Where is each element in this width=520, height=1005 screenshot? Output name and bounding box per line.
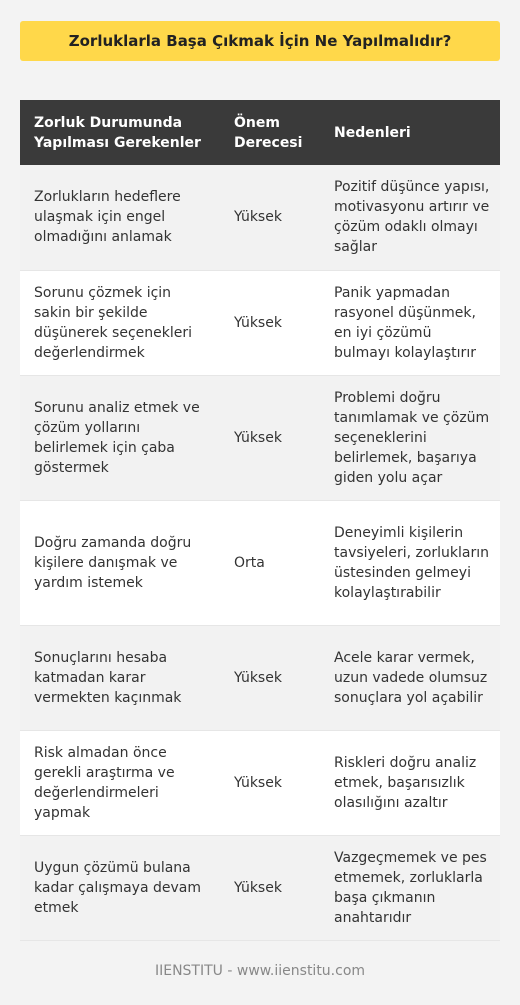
cell-action: Doğru zamanda doğru kişilere danışmak ve yardım istemek [20, 500, 220, 625]
cell-reason: Vazgeçmemek ve pes etmemek, zorluklarla başa çıkmanın anahtarıdır [320, 835, 500, 940]
cell-importance: Yüksek [220, 375, 320, 500]
cell-reason: Riskleri doğru analiz etmek, başarısızlık olasılığını azaltır [320, 730, 500, 835]
table-row [20, 500, 500, 625]
header-reasons: Nedenleri [320, 100, 500, 165]
cell-importance: Orta [220, 500, 320, 625]
cell-importance: Yüksek [220, 730, 320, 835]
page-title: Zorluklarla Başa Çıkmak İçin Ne Yapılmalıdır? [20, 21, 500, 61]
info-table [20, 100, 500, 941]
cell-importance: Yüksek [220, 625, 320, 730]
info-table-container [20, 100, 500, 941]
header-importance: Önem Derecesi [220, 100, 320, 165]
cell-importance: Yüksek [220, 165, 320, 270]
cell-importance: Yüksek [220, 835, 320, 940]
table-row [20, 625, 500, 730]
cell-reason: Problemi doğru tanımlamak ve çözüm seçeneklerini belirlemek, başarıya giden yolu açar [320, 375, 500, 500]
cell-reason: Acele karar vermek, uzun vadede olumsuz sonuçlara yol açabilir [320, 625, 500, 730]
cell-action: Zorlukların hedeflere ulaşmak için engel olmadığını anlamak [20, 165, 220, 270]
cell-action: Sonuçlarını hesaba katmadan karar vermekten kaçınmak [20, 625, 220, 730]
cell-action: Risk almadan önce gerekli araştırma ve değerlendirmeleri yapmak [20, 730, 220, 835]
cell-action: Sorunu analiz etmek ve çözüm yollarını belirlemek için çaba göstermek [20, 375, 220, 500]
table-row [20, 270, 500, 375]
table-row [20, 730, 500, 835]
cell-action: Uygun çözümü bulana kadar çalışmaya devam etmek [20, 835, 220, 940]
table-row [20, 835, 500, 940]
footer-source: IIENSTITU - www.iienstitu.com [154, 963, 366, 979]
cell-importance: Yüksek [220, 270, 320, 375]
cell-reason: Panik yapmadan rasyonel düşünmek, en iyi çözümü bulmayı kolaylaştırır [320, 270, 500, 375]
cell-reason: Pozitif düşünce yapısı, motivasyonu artırır ve çözüm odaklı olmayı sağlar [320, 165, 500, 270]
table-header-row [20, 100, 500, 165]
cell-action: Sorunu çözmek için sakin bir şekilde düşünerek seçenekleri değerlendirmek [20, 270, 220, 375]
table-row [20, 375, 500, 500]
table-row [20, 165, 500, 270]
header-actions: Zorluk Durumunda Yapılması Gerekenler [20, 100, 220, 165]
cell-reason: Deneyimli kişilerin tavsiyeleri, zorlukların üstesinden gelmeyi kolaylaştırabilir [320, 500, 500, 625]
